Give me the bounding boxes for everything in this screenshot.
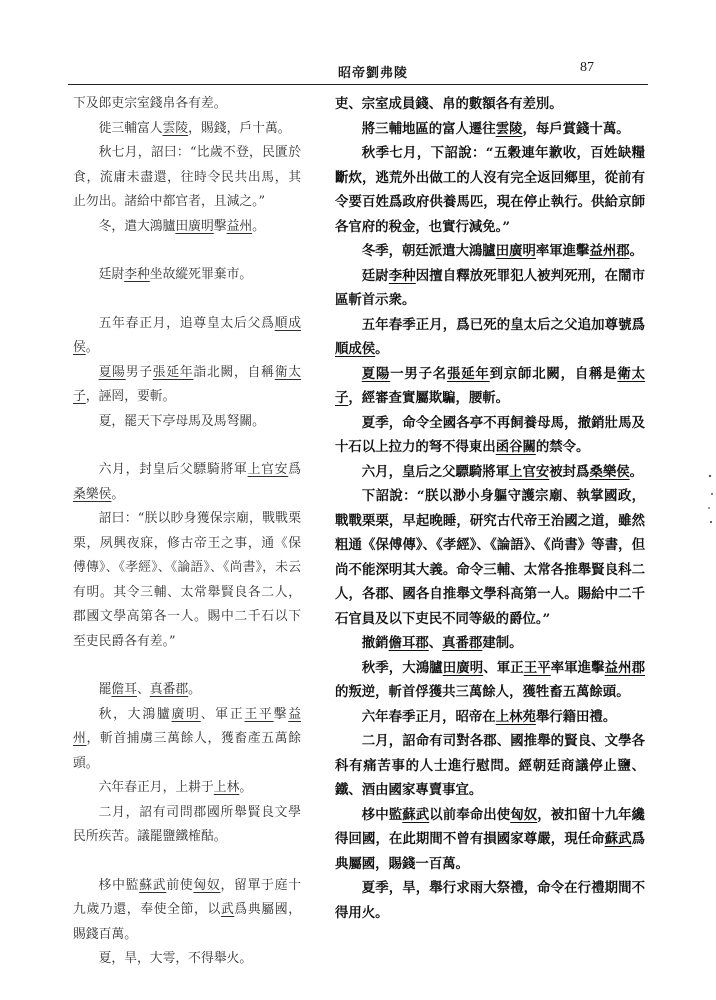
person-name: 田廣明 [175, 218, 214, 234]
place-name: 益州 [226, 218, 253, 234]
place-name: 夏陽 [98, 364, 126, 380]
place-name: 真番郡 [149, 682, 189, 697]
person-name: 田廣明 [495, 243, 536, 259]
place-name: 夏陽 [361, 365, 391, 382]
running-header-title: 昭帝劉弗陵 [337, 66, 408, 81]
paragraph: 將三輔地區的富人遷往雲陵，每戶賞錢十萬。 [361, 120, 630, 137]
translation-column [335, 92, 645, 925]
paragraph: 六月，皇后之父驃騎將軍上官安被封爲桑樂侯。 [361, 463, 643, 480]
place-name: 儋耳 [111, 682, 137, 697]
paragraph: 下及郎吏宗室錢帛各有差。 [73, 96, 227, 111]
person-name: 張延年 [447, 365, 490, 382]
paragraph: 二月，詔命有司對各郡、國推舉的賢良、文學各科有痛苦事的人士進行慰問。經朝廷商議停止鹽、鐵、酒由國家專賣事宜。 [335, 733, 645, 798]
paragraph: 夏季，命令全國各亭不再飼養母馬，撤銷壯馬及十石以上拉力的弩不得東出函谷關的禁令。 [335, 414, 645, 455]
paragraph: 六年春季正月，昭帝在上林苑舉行籍田禮。 [361, 708, 617, 725]
header-rule [68, 84, 648, 85]
paragraph: 冬，遣大鴻臚田廣明擊益州。 [98, 218, 265, 234]
paragraph: 夏季，旱，舉行求雨大祭禮，命令在行禮期間不得用火。 [335, 880, 645, 921]
paragraph: 六年春正月，上耕于上林。 [98, 780, 253, 795]
paragraph: 秋七月，詔曰：“比歲不登，民匱於食，流庸未盡還，往時令民共出馬，其止勿出。諸給中都官者，且減之。” [73, 145, 301, 209]
person-name: 上官安 [247, 462, 289, 477]
paragraph: 廷尉李种坐故縱死罪棄市。 [98, 267, 253, 282]
place-name: 匈奴 [193, 877, 221, 893]
paragraph: 冬季，朝廷派遣大鴻臚田廣明率軍進擊益州郡。 [361, 243, 643, 259]
place-name: 函谷關 [495, 439, 536, 455]
paragraph: 秋季，大鴻臚田廣明、軍正王平率軍進擊益州郡的叛逆，斬首俘獲共三萬餘人，獲牲畜五萬餘頭。 [335, 659, 646, 700]
person-name: 李种 [388, 267, 416, 284]
person-name: 田廣明 [442, 659, 484, 676]
person-name: 武 [220, 902, 235, 917]
paragraph: 夏陽男子張延年詣北闕，自稱衛太子，誣罔，要斬。 [73, 364, 302, 404]
person-name: 蘇武 [402, 806, 430, 823]
paragraph: 栘中監蘇武前使匈奴，留單于庭十九歲乃還，奉使全節，以武爲典屬國，賜錢百萬。 [73, 877, 302, 942]
person-name: 蘇武 [604, 831, 632, 847]
place-name: 雲陵 [162, 120, 189, 136]
place-name: 儋耳郡 [388, 635, 429, 651]
paragraph: 罷儋耳、真番郡。 [98, 682, 201, 697]
title-name: 順成侯 [335, 341, 376, 357]
paragraph: 二月，詔有司問郡國所舉賢良文學民所疾苦。議罷鹽鐵榷酤。 [73, 804, 301, 844]
paragraph: 栘中監蘇武以前奉命出使匈奴，被扣留十九年纔得回國，在此期間不曾有損國家尊嚴，現任命蘇武爲典屬國，賜錢一百萬。 [335, 806, 646, 872]
person-name: 王平 [244, 706, 274, 722]
place-name: 益州郡 [604, 659, 646, 676]
title-name: 順成侯 [73, 315, 302, 355]
person-name: 上官安 [509, 463, 550, 480]
paragraph: 五年春季正月，爲已死的皇太后之父追加尊號爲順成侯。 [335, 316, 645, 357]
place-name: 上林苑 [495, 708, 536, 725]
paragraph: 夏，旱，大雩，不得舉火。 [98, 951, 253, 966]
place-name: 益州郡 [589, 243, 630, 259]
person-name: 蘇武 [139, 877, 167, 893]
place-name: 真番郡 [442, 635, 483, 651]
paragraph: 夏，罷天下亭母馬及馬弩關。 [98, 413, 265, 429]
paragraph: 詔曰：“朕以眇身獲保宗廟，戰戰栗栗，夙興夜寐，修古帝王之事，通《保傅傳》、《孝經》、《論語》、《尚書》，未云有明。其令三輔、太常舉賢良各二人，郡國文學高第各一人。賜中二千石以下至吏民爵各有差。” [73, 511, 301, 649]
paragraph: 五年春正月，追尊皇太后父爲順成侯。 [73, 315, 302, 355]
paragraph: 撤銷儋耳郡、真番郡建制。 [361, 635, 523, 651]
place-name: 匈奴 [510, 806, 538, 823]
place-name: 益州 [73, 706, 302, 746]
paragraph: 秋季七月，下詔說：“五穀連年歉收，百姓缺糧斷炊，逃荒外出做工的人沒有完全返回鄉里，從前有令要百姓爲政府供養馬匹，現在停止執行。供給京師各官府的稅金，也實行減免。” [335, 145, 645, 235]
paragraph: 徙三輔富人雲陵，賜錢，戶十萬。 [98, 120, 291, 136]
title-name: 桑樂侯 [589, 463, 630, 480]
page-number: 87 [580, 60, 594, 75]
scan-specks [704, 470, 716, 530]
place-name: 雲陵 [495, 120, 523, 137]
person-name: 李种 [124, 267, 150, 282]
person-name: 衛太子 [335, 365, 646, 406]
title-name: 桑樂侯 [73, 486, 112, 502]
paragraph: 六月，封皇后父驃騎將軍上官安爲桑樂侯。 [73, 462, 302, 502]
paragraph: 廷尉李种因擅自釋放死罪犯人被判死刑，在鬧市區斬首示衆。 [335, 267, 646, 308]
original-text-column [73, 92, 301, 972]
person-name: 張延年 [152, 364, 194, 380]
person-name: 衛太子 [73, 364, 302, 404]
paragraph: 下詔說：“朕以渺小身軀守護宗廟、執掌國政，戰戰栗栗，早起晚睡，研究古代帝王治國之道，雖然粗通《保傅傳》、《孝經》、《論語》、《尚書》等書，但尚不能深明其大義。命令三輔、太常各推舉賢良科二人，各郡、國各自推舉文學科高第一人。賜給中二千石官員及以下吏民不同等級的爵位。” [335, 488, 645, 627]
person-name: 廣明 [171, 706, 201, 722]
paragraph: 秋，大鴻臚廣明、軍正王平擊益州，斬首捕虜三萬餘人，獲畜產五萬餘頭。 [73, 706, 302, 771]
paragraph: 吏、宗室成員錢、帛的數額各有差別。 [335, 96, 563, 112]
person-name: 王平 [523, 659, 551, 676]
place-name: 上林 [213, 780, 240, 795]
paragraph: 夏陽一男子名張延年到京師北闕，自稱是衛太子，經審查實屬欺騙，腰斬。 [335, 365, 646, 406]
